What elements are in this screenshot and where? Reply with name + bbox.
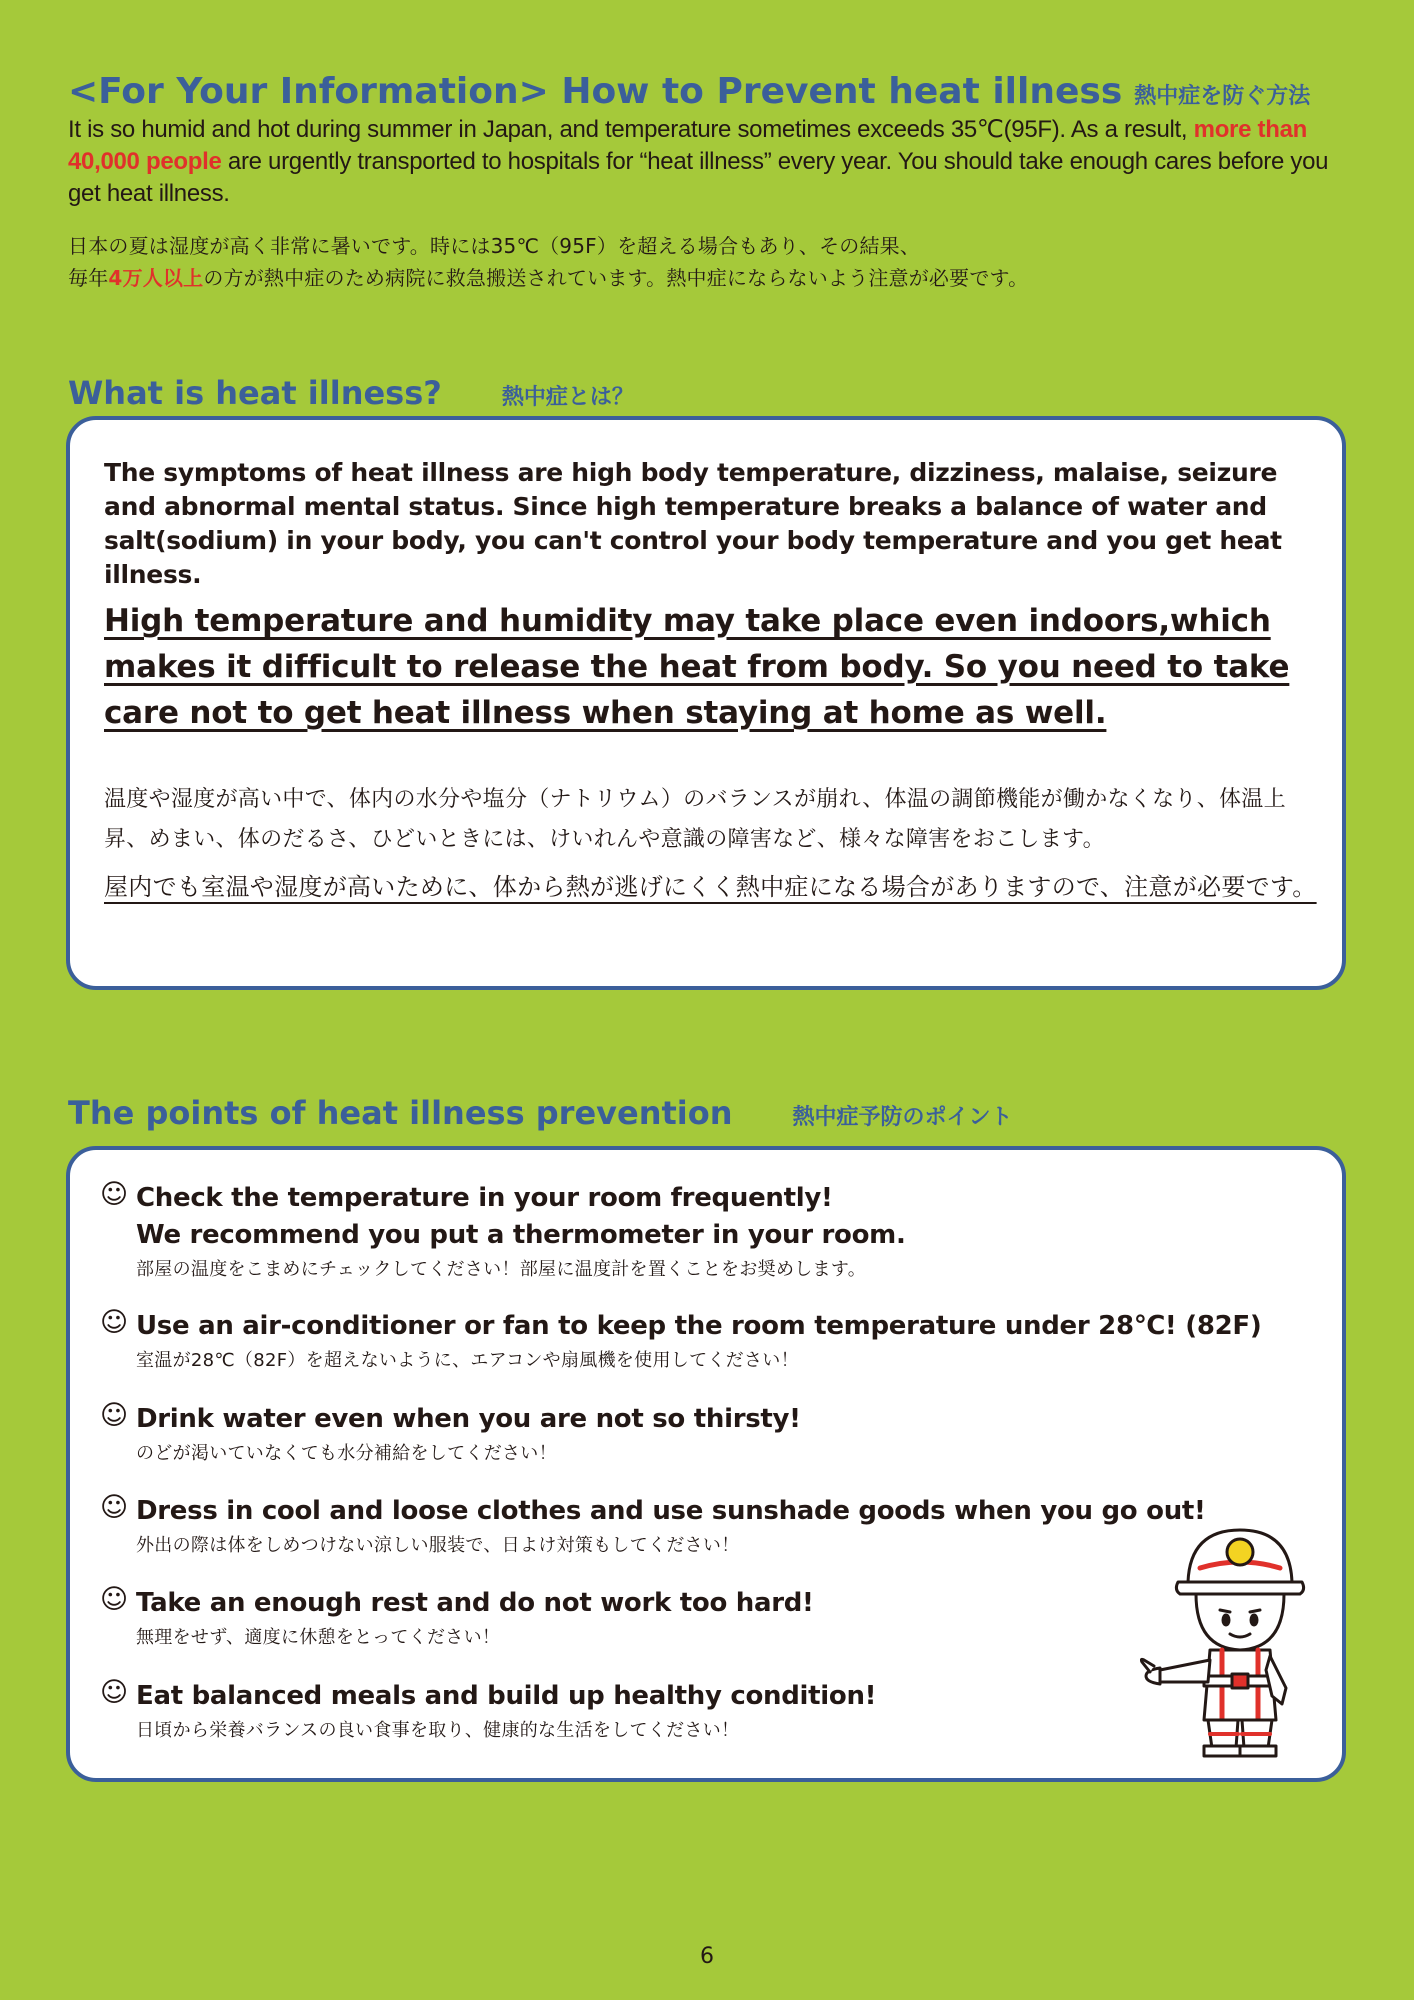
what-section-title [68, 374, 1368, 412]
intro-jp-highlight: 4万人以上 [108, 266, 204, 290]
intro-jp-post: の方が熱中症のため病院に救急搬送されています。熱中症にならないよう注意が必要です。 [203, 266, 1029, 290]
point-text-en: Eat balanced meals and build up healthy condition! [136, 1681, 877, 1711]
point-text-jp: 室温が28℃（82F）を超えないように、エアコンや扇風機を使用してください！ [136, 1350, 799, 1371]
point-text-en: Use an air-conditioner or fan to keep the room temperature under 28℃! (82F) [136, 1311, 1262, 1341]
smile-icon: ☺ [100, 1400, 129, 1431]
point-item [100, 1493, 1300, 1562]
point-text-en: Dress in cool and loose clothes and use sunshade goods when you go out! [136, 1496, 1206, 1526]
page-number: 6 [700, 1944, 714, 1969]
intro-paragraph-en [68, 114, 1358, 210]
point-text-en: Take an enough rest and do not work too hard! [136, 1588, 814, 1618]
points-section-title [68, 1094, 1368, 1132]
points-title-en: The points of heat illness prevention [68, 1094, 733, 1132]
smile-icon: ☺ [100, 1584, 129, 1615]
page-title-en: <For Your Information> How to Prevent heat illness [68, 71, 1123, 112]
point-item [100, 1401, 1300, 1470]
point-text-jp: 無理をせず、適度に休憩をとってください！ [136, 1627, 501, 1648]
intro-jp-pre: 毎年 [68, 266, 109, 290]
indoor-warning-en [104, 598, 1326, 736]
intro-paragraph-jp [68, 230, 1358, 294]
point-item [100, 1678, 1300, 1747]
what-section-box [66, 416, 1346, 990]
point-text-jp: 部屋の温度をこまめにチェックしてください！部屋に温度計を置くことをお奨めします。 [136, 1259, 867, 1280]
smile-icon: ☺ [100, 1677, 129, 1708]
smile-icon: ☺ [100, 1492, 129, 1523]
point-text-en-2: We recommend you put a thermometer in your room. [136, 1220, 906, 1250]
what-title-en: What is heat illness? [68, 374, 442, 412]
point-text-en: Check the temperature in your room frequently! [136, 1183, 833, 1213]
point-item [100, 1308, 1300, 1377]
points-title-jp: 熱中症予防のポイント [792, 1105, 1013, 1130]
point-text-jp: のどが渇いていなくても水分補給をしてください！ [136, 1443, 557, 1464]
intro-jp-line2 [68, 262, 1358, 294]
indoor-warning-en-text: High temperature and humidity may take place even indoors,which makes it difficult to release the heat from body. So you need to take care not to get heat illness when staying at home as well. [104, 603, 1290, 731]
symptoms-en: The symptoms of heat illness are high body temperature, dizziness, malaise, seizure and abnormal mental status. Since high temperature breaks a balance of water and salt(sodium) in your body, you can't control your body temperature and you get heat illness. [104, 458, 1282, 589]
indoor-warning-jp [104, 864, 1326, 910]
intro-highlight: more than 40,000 people [68, 116, 1307, 175]
point-text-jp: 外出の際は体をしめつけない涼しい服装で、日よけ対策もしてください！ [136, 1535, 740, 1556]
intro-text-part1: It is so humid and hot during summer in Japan, and temperature sometimes exceeds 35℃(95F). As a result, [68, 116, 1194, 143]
point-item [100, 1180, 1300, 1286]
point-item [100, 1585, 1300, 1654]
what-title-jp: 熱中症とは？ [501, 385, 634, 410]
indoor-warning-jp-text: 屋内でも室温や湿度が高いために、体から熱が逃げにくく熱中症になる場合がありますので、注意が必要です。 [104, 873, 1317, 901]
point-text-en: Drink water even when you are not so thirsty! [136, 1404, 801, 1434]
intro-text-part2: are urgently transported to hospitals for “heat illness” every year. You should take enough cares before you get heat illness. [68, 148, 1329, 207]
intro-jp-line1: 日本の夏は湿度が高く非常に暑いです。時には35℃（95F）を超える場合もあり、その結果、 [68, 234, 921, 258]
worker-mascot-illustration [1140, 1520, 1320, 1760]
page-title-jp: 熱中症を防ぐ方法 [1134, 84, 1311, 109]
symptoms-jp: 温度や湿度が高い中で、体内の水分や塩分（ナトリウム）のバランスが崩れ、体温の調節機能が働かなくなり、体温上昇、めまい、体のだるさ、ひどいときには、けいれんや意識の障害など、様々な障害をおこします。 [104, 787, 1286, 852]
point-text-jp: 日頃から栄養バランスの良い食事を取り、健康的な生活をしてください！ [136, 1720, 740, 1741]
smile-icon: ☺ [100, 1307, 129, 1338]
smile-icon: ☺ [100, 1179, 129, 1210]
